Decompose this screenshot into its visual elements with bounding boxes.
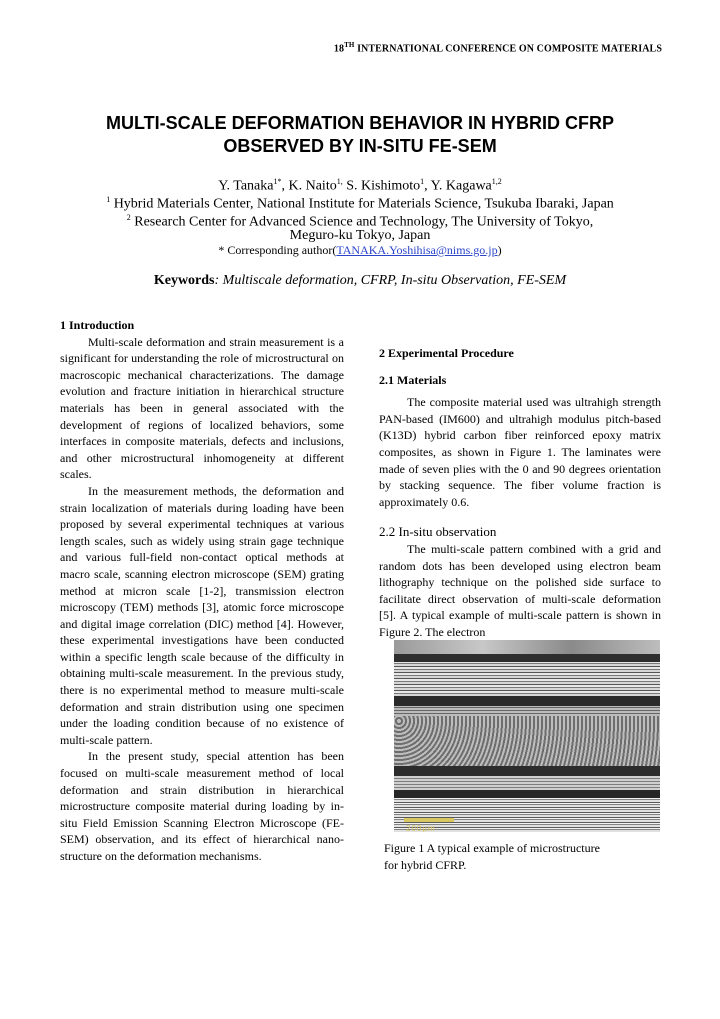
title-line-2: OBSERVED BY IN-SITU FE-SEM — [223, 136, 497, 156]
paragraph: Multi-scale deformation and strain measurement is a significant for understanding the role of microstructural on macroscopic mechanical characterizations. The damage evolution and fracture initiation in hierarchical structure materials has been in general associated with the development of regions of localized behaviors, some interfaces in composite materials, defects and inclusions, and other microstructural inhomogeneity at different scales. — [60, 334, 344, 482]
paragraph: In the measurement methods, the deformation and strain localization of materials during loading have been proposed by several experimental techniques at various length scales, such as widely using strain gage technique and various full-field non-contact optical methods at macro scale, scanning electron microscope (SEM) grating method at micron scale [1-2], transmission electron microscopy (TEM) methods [3], atomic force microscope and digital image correlation (DIC) method [4]. However, these experimental investigations have been conducted within a specific length scale because of the difficulty in obtaining multi-scale measurement. In the previous study, there is no experimental method to measure multi-scale deformation and strain distribution using one specimen under the loading condition because of no existence of multi-scale pattern. — [60, 483, 344, 747]
running-header: 18TH INTERNATIONAL CONFERENCE ON COMPOSITE MATERIALS — [333, 41, 662, 55]
keywords: Keywords: Multiscale deformation, CFRP, In-situ Observation, FE-SEM — [153, 273, 567, 288]
affiliation-1: $^1$ Hybrid Materials Center, National Institute for Materials Science, Tsukuba Ibaraki, Japan — [106, 195, 614, 212]
paragraph: In the present study, special attention has been focused on multi-scale measurement method of local deformation and strain distribution in hierarchical microstructure composite material during loading by in-situ Field Emission Scanning Electron Microscope (FE-SEM) observation, and its effect of hierarchical nano-structure on the deformation mechanisms. — [60, 749, 344, 863]
right-column — [379, 345, 661, 641]
paragraph: The multi-scale pattern combined with a grid and random dots has been developed using electron beam lithography technique on the polished side surface to facilitate direct observation of multi-scale deformation [5]. A typical example of multi-scale pattern is shown in Figure 2. The electron — [379, 541, 661, 639]
subsection-heading-materials: 2.1 Materials — [379, 372, 447, 387]
paragraph: The composite material used was ultrahigh strength PAN-based (IM600) and ultrahigh modulus pitch-based (K13D) hybrid carbon fiber reinforced epoxy matrix composites, as shown in Figure 1. The laminates were made of seven plies with the 0 and 90 degrees orientation by stacking sequence. The fiber volume fraction is approximately 0.6. — [379, 395, 661, 509]
section-heading-introduction: 1 Introduction — [60, 318, 135, 332]
affiliation-2-city: Meguro-ku Tokyo, Japan — [289, 228, 431, 243]
section-heading-experimental: 2 Experimental Procedure — [379, 346, 514, 360]
paper-title — [60, 112, 660, 158]
affiliation-2: $^2$ Research Center for Advanced Science and Technology, The University of Tokyo, — [126, 213, 594, 230]
author-list: Y. Tanaka$^{1*}$, K. Naito$^{1,}$ S. Kishimoto$^1$, Y. Kagawa$^{1,2}$ — [218, 177, 502, 194]
microstructure-image — [394, 640, 660, 832]
scale-bar — [404, 818, 454, 822]
subsection-heading-insitu: 2.2 In-situ observation — [379, 524, 497, 540]
figure-caption: Figure 1 A typical example of microstructure for hybrid CFRP. — [384, 841, 600, 872]
corresponding-author: * Corresponding author(TANAKA.Yoshihisa@nims.go.jp) — [218, 243, 502, 257]
email-link[interactable]: TANAKA.Yoshihisa@nims.go.jp — [336, 243, 498, 257]
left-column — [60, 317, 344, 865]
title-line-1: MULTI-SCALE DEFORMATION BEHAVIOR IN HYBRID CFRP — [106, 113, 614, 133]
scale-label: 200µm — [406, 824, 436, 832]
